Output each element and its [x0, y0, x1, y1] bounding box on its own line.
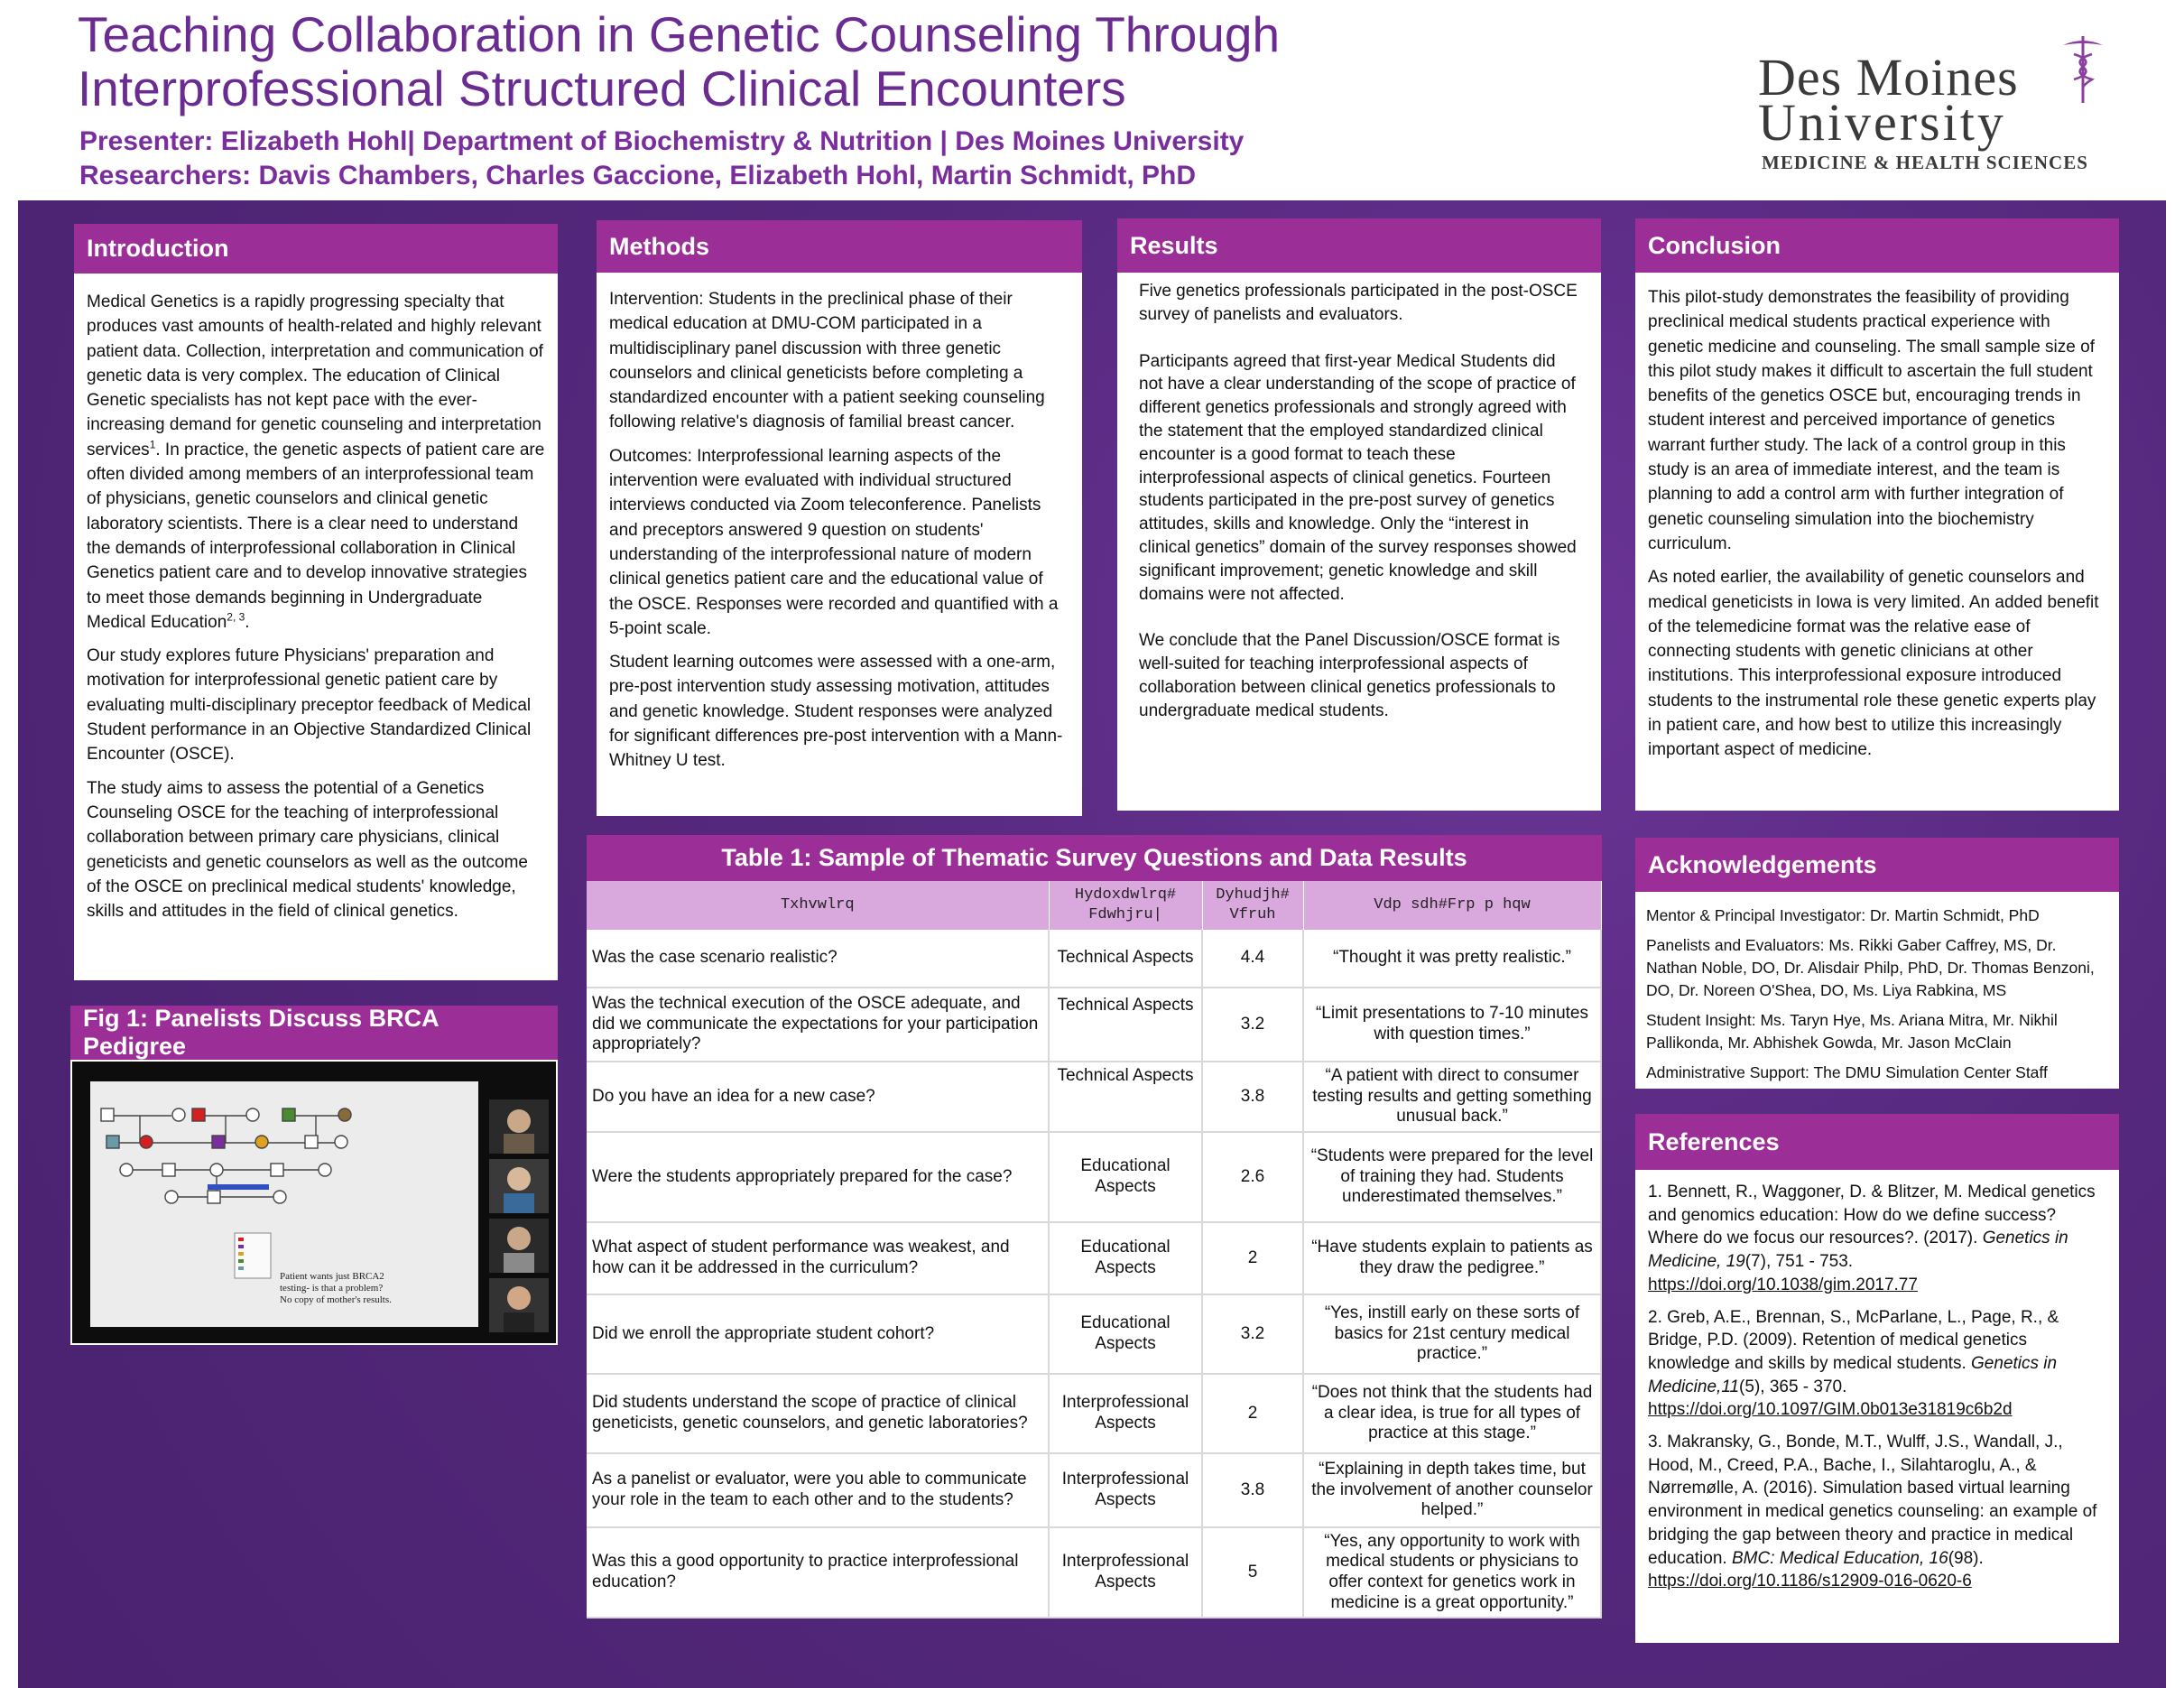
category-cell: Educational Aspects	[1049, 1222, 1202, 1294]
question-cell: Was the technical execution of the OSCE adequate, and did we communicate the expectations for your participation appropriately?	[587, 988, 1049, 1062]
ack-admin: Administrative Support: The DMU Simulation Center Staff	[1646, 1063, 2048, 1081]
figure-annotation	[280, 1271, 392, 1306]
references-body	[1635, 1170, 2119, 1593]
category-cell: Interprofessional Aspects	[1049, 1453, 1202, 1527]
intro-p1-text-c: .	[245, 612, 250, 632]
introduction-body	[74, 274, 558, 945]
header-category: Hydoxdwlrq# Fdwhjru|	[1049, 881, 1202, 930]
header-score: Dyhudjh# Vfruh	[1202, 881, 1303, 930]
results-paragraph-2: Participants agreed that first-year Medical Students did not have a clear understanding of the scope of practice of different genetics professionals and strongly agreed with the statement that the employed standardized clinical encounter is a good format to teach these interprofessional aspects of clinical genetics. Fourteen students participated in the pre-post survey of genetics attitudes, skills and knowledge. Only the “interest in clinical genetics” domain of the survey responses showed significant improvement; genetic knowledge and skill domains were not affected.	[1139, 351, 1577, 604]
results-body	[1117, 273, 1601, 723]
results-heading: Results	[1117, 218, 1601, 273]
category-cell: Technical Aspects	[1049, 1062, 1202, 1132]
intro-citation-2: 2, 3	[227, 610, 245, 624]
table-header-row	[587, 881, 1601, 930]
ref-1-text: 1. Bennett, R., Waggoner, D. & Blitzer, M. Medical genetics and genomics education: How do we define success? Where do we focus our resources?. (2017).	[1648, 1183, 2096, 1248]
conclusion-panel	[1635, 218, 2119, 811]
score-cell: 2	[1202, 1374, 1303, 1453]
header-question: Txhvwlrq	[587, 881, 1049, 930]
introduction-paragraph-3: The study aims to assess the potential of a Genetics Counseling OSCE for the teaching of interprofessional collaboration between primary care physicians, clinical geneticists and genetic counselors as well as the outcome of the OSCE on preclinical medical students' knowledge, skills and attitudes in the field of clinical genetics.	[87, 778, 528, 922]
comment-cell: “Have students explain to patients as they draw the pedigree.”	[1303, 1222, 1601, 1294]
intro-citation-1: 1	[149, 438, 156, 451]
ref-3-tail: (98).	[1948, 1548, 1984, 1568]
table-row	[587, 1222, 1601, 1294]
comment-cell: “Thought it was pretty realistic.”	[1303, 930, 1601, 988]
introduction-panel	[74, 224, 558, 980]
intro-p1-text: Medical Genetics is a rapidly progressing specialty that produces vast amounts of health-related and highly relevant patient data. Collection, interpretation and communication of genetic data is very complex. The education of Clinical Genetic specialists has not kept pace with the ever-increasing demand for genetic counseling and interpretation services	[87, 292, 543, 459]
question-cell: What aspect of student performance was weakest, and how can it be addressed in the curriculum?	[587, 1222, 1049, 1294]
methods-heading: Methods	[597, 220, 1082, 273]
ack-students: Student Insight: Ms. Taryn Hye, Ms. Ariana Mitra, Mr. Nikhil Pallikonda, Mr. Abhishek Gowda, Mr. Jason McClain	[1646, 1011, 2058, 1052]
logo-line-2: University	[1758, 93, 2006, 152]
table-row	[587, 1062, 1601, 1132]
results-panel	[1117, 218, 1601, 811]
title-line-1: Teaching Collaboration in Genetic Counseling Through	[78, 6, 1281, 62]
category-cell: Technical Aspects	[1049, 930, 1202, 988]
annotation-line-1: Patient wants just BRCA2	[280, 1271, 384, 1282]
comment-cell: “Yes, instill early on these sorts of basics for 21st century medical practice.”	[1303, 1294, 1601, 1374]
question-cell: Was the case scenario realistic?	[587, 930, 1049, 988]
reference-3	[1648, 1431, 2106, 1593]
university-logo	[1758, 32, 2119, 177]
table-row	[587, 1374, 1601, 1453]
acknowledgements-panel	[1635, 838, 2119, 1089]
methods-paragraph-2: Outcomes: Interprofessional learning aspects of the intervention were evaluated with individual structured interviews conducted via Zoom teleconference. Panelists and preceptors answered 9 question on students' understanding of the interprofessional nature of modern clinical genetics patient care and the educational value of the OSCE. Responses were recorded and quantified with a 5-point scale.	[609, 446, 1059, 638]
results-paragraph-1: Five genetics professionals participated in the post-OSCE survey of panelists and evaluators.	[1139, 282, 1578, 324]
poster-title	[78, 7, 1612, 116]
question-cell: Was this a good opportunity to practice interprofessional education?	[587, 1527, 1049, 1618]
score-cell: 3.8	[1202, 1062, 1303, 1132]
category-cell: Educational Aspects	[1049, 1132, 1202, 1222]
introduction-paragraph-1	[87, 290, 545, 635]
conclusion-heading: Conclusion	[1635, 218, 2119, 273]
ref-1-link[interactable]: https://doi.org/10.1038/gim.2017.77	[1648, 1275, 1918, 1294]
introduction-paragraph-2: Our study explores future Physicians' preparation and motivation for interprofessional genetic patient care by evaluating multi-disciplinary preceptor feedback of Medical Student performance in an Objective Standardized Clinical Encounter (OSCE).	[87, 646, 532, 765]
introduction-heading: Introduction	[74, 224, 558, 274]
ack-panelists: Panelists and Evaluators: Ms. Rikki Gaber Caffrey, MS, Dr. Nathan Noble, DO, Dr. Alisdair Philp, PhD, Dr. Thomas Benzoni, DO, Dr. Noreen O'Shea, DO, Ms. Liya Rabkina, MS	[1646, 936, 2095, 999]
methods-paragraph-1: Intervention: Students in the preclinical phase of their medical education at DMU-COM participated in a multidisciplinary panel discussion with three genetic counselors and clinical geneticists before completing a standardized encounter with a patient seeking counseling following relative's diagnosis of familial breast cancer.	[609, 290, 1045, 432]
score-cell: 2	[1202, 1222, 1303, 1294]
caduceus-icon	[2056, 32, 2110, 105]
ref-2-journal: Genetics in Medicine,11	[1648, 1353, 2058, 1396]
score-cell: 3.2	[1202, 1294, 1303, 1374]
acknowledgements-heading: Acknowledgements	[1635, 838, 2119, 892]
methods-body	[597, 273, 1082, 795]
table-title: Table 1: Sample of Thematic Survey Questions and Data Results	[587, 835, 1602, 881]
question-cell: As a panelist or evaluator, were you able to communicate your role in the team to each other and to the students?	[587, 1453, 1049, 1527]
logo-line-3: MEDICINE & HEALTH SCIENCES	[1762, 152, 2088, 173]
methods-paragraph-3: Student learning outcomes were assessed with a one-arm, pre-post intervention study assessing motivation, attitudes and genetic knowledge. Student responses were analyzed for significant differences pre-post intervention with a Mann-Whitney U test.	[609, 653, 1063, 771]
table-row	[587, 1132, 1601, 1222]
score-cell: 2.6	[1202, 1132, 1303, 1222]
title-line-2: Interprofessional Structured Clinical Encounters	[78, 60, 1126, 116]
question-cell: Did students understand the scope of practice of clinical geneticists, genetic counselors, and genetic laboratories?	[587, 1374, 1049, 1453]
category-cell: Interprofessional Aspects	[1049, 1374, 1202, 1453]
question-cell: Do you have an idea for a new case?	[587, 1062, 1049, 1132]
figure-panel	[70, 1006, 558, 1345]
reference-1	[1648, 1181, 2106, 1297]
comment-cell: “A patient with direct to consumer testing results and getting something unusual back.”	[1303, 1062, 1601, 1132]
reference-2	[1648, 1306, 2106, 1423]
ref-2-tail: (5), 365 - 370.	[1739, 1377, 1847, 1396]
table-row	[587, 1294, 1601, 1374]
header-comment: Vdp sdh#Frp p hqw	[1303, 881, 1601, 930]
references-panel	[1635, 1114, 2119, 1643]
score-cell: 5	[1202, 1527, 1303, 1618]
comment-cell: “Yes, any opportunity to work with medical students or physicians to offer context for genetics work in medicine is a great opportunity.”	[1303, 1527, 1601, 1618]
references-heading: References	[1635, 1114, 2119, 1170]
ref-3-text: 3. Makransky, G., Bonde, M.T., Wulff, J.S., Wandall, J., Hood, M., Creed, P.A., Bache, I., Silahtaroglu, A., & Nørremølle, A. (2016). Simulation based virtual learning environment in medical genetics counseling: an example of bridging the gap between theory and practice in medical education.	[1648, 1433, 2097, 1568]
score-cell: 3.2	[1202, 988, 1303, 1062]
ref-2-link[interactable]: https://doi.org/10.1097/GIM.0b013e31819c6b2d	[1648, 1400, 2013, 1420]
annotation-line-3: No copy of mother's results.	[280, 1294, 392, 1305]
score-cell: 3.8	[1202, 1453, 1303, 1527]
table-row	[587, 988, 1601, 1062]
acknowledgements-body	[1635, 892, 2119, 1084]
figure-heading: Fig 1: Panelists Discuss BRCA Pedigree	[70, 1006, 558, 1060]
ref-1-tail: (7), 751 - 753.	[1744, 1252, 1854, 1272]
logo-line-1: Des Moines	[1758, 48, 2019, 107]
conclusion-paragraph-2: As noted earlier, the availability of genetic counselors and medical geneticists in Iowa is very limited. An added benefit of the telemedicine format was the relative ease of connecting students with genetic clinicians at other institutions. This interprofessional exposure introduced students to the instrumental role these genetic experts play in patient care, and how best to utilize this increasingly important aspect of medicine.	[1648, 568, 2099, 760]
category-cell: Educational Aspects	[1049, 1294, 1202, 1374]
table-row	[587, 930, 1601, 988]
ref-3-journal: BMC: Medical Education, 16	[1731, 1548, 1948, 1568]
presenter-line: Presenter: Elizabeth Hohl| Department of Biochemistry & Nutrition | Des Moines University	[79, 126, 1245, 156]
comment-cell: “Students were prepared for the level of training they had. Students underestimated themselves.”	[1303, 1132, 1601, 1222]
category-cell: Interprofessional Aspects	[1049, 1527, 1202, 1618]
score-cell: 4.4	[1202, 930, 1303, 988]
figure-image	[72, 1062, 556, 1343]
comment-cell: “Does not think that the students had a clear idea, is true for all types of practice at this stage.”	[1303, 1374, 1601, 1453]
category-cell: Technical Aspects	[1049, 988, 1202, 1062]
question-cell: Were the students appropriately prepared for the case?	[587, 1132, 1049, 1222]
methods-panel	[597, 220, 1082, 816]
poster-header	[0, 0, 2184, 200]
ref-3-link[interactable]: https://doi.org/10.1186/s12909-016-0620-6	[1648, 1572, 1972, 1591]
survey-results-table	[587, 881, 1602, 1618]
researchers-line: Researchers: Davis Chambers, Charles Gaccione, Elizabeth Hohl, Martin Schmidt, PhD	[79, 161, 1197, 190]
annotation-line-2: testing- is that a problem?	[280, 1283, 384, 1294]
question-cell: Did we enroll the appropriate student cohort?	[587, 1294, 1049, 1374]
comment-cell: “Limit presentations to 7-10 minutes with question times.”	[1303, 988, 1601, 1062]
ack-mentor: Mentor & Principal Investigator: Dr. Martin Schmidt, PhD	[1646, 906, 2040, 924]
results-paragraph-3: We conclude that the Panel Discussion/OSCE format is well-suited for teaching interprofessional aspects of collaboration between clinical genetics professionals to undergraduate medical students.	[1139, 631, 1560, 720]
comment-cell: “Explaining in depth takes time, but the involvement of another counselor helped.”	[1303, 1453, 1601, 1527]
table-row	[587, 1453, 1601, 1527]
table-row	[587, 1527, 1601, 1618]
conclusion-paragraph-1: This pilot-study demonstrates the feasibility of providing preclinical medical students practical experience with genetic medicine and counseling. The small sample size of this pilot study makes it difficult to ascertain the full student benefits of the genetics OSCE but, encouraging trends in student interest and perceived importance of genetics warrant further study. The lack of a control group in this study is an area of immediate interest, and the team is planning to add a control arm with further integration of genetic counseling simulation into the biochemistry curriculum.	[1648, 288, 2095, 553]
intro-p1-text-b: . In practice, the genetic aspects of patient care are often divided among members of an interprofessional team of physicians, genetic counselors and clinical genetic laboratory scientists. There is a clear need to understand the demands of interprofessional collaboration in Clinical Genetics patient care and to develop innovative strategies to meet those demands beginning in Undergraduate Medical Education	[87, 440, 545, 632]
conclusion-body	[1635, 273, 2119, 784]
ref-2-text: 2. Greb, A.E., Brennan, S., McParlane, L., Page, R., & Bridge, P.D. (2009). Retention of medical genetics knowledge and skills by medical students.	[1648, 1307, 2059, 1373]
ref-1-journal: Genetics in Medicine, 19	[1648, 1229, 2068, 1272]
